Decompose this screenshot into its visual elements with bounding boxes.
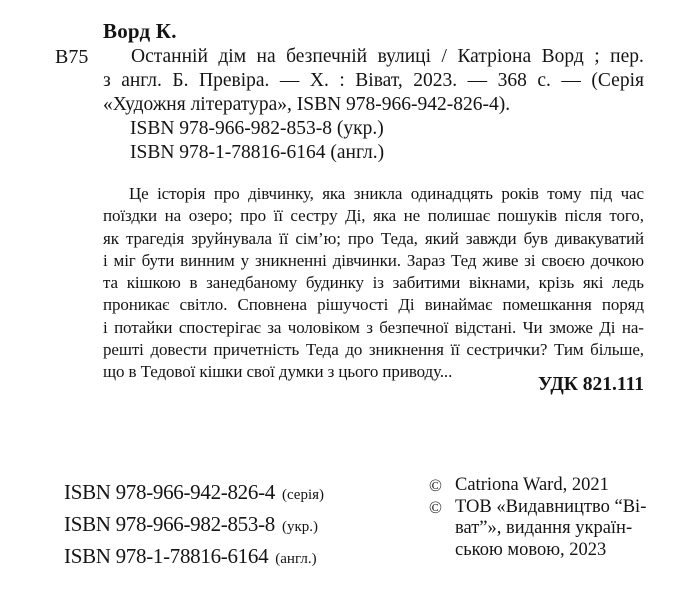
- copyright-text: Catriona Ward, 2021: [455, 475, 609, 495]
- annotation-line: решті довести причетність Теда до зникнення її сестрички? Тим більше,: [103, 339, 644, 359]
- annotation-line: і потайки спостерігає за чоловіком з безпечної відстані. Чи зможе Ді на-: [103, 317, 644, 337]
- annotation-line: Це історія про дівчинку, яка зникла одинадцять років тому під час: [129, 184, 644, 203]
- copyright-text: ТОВ «Видавництво “Ві- ват”», видання україн- ською мовою, 2023: [455, 496, 647, 560]
- copyright-symbol: ©: [429, 476, 442, 495]
- udc-number: УДК 821.111: [538, 374, 644, 395]
- annotation-line: що в Тедової кішки свої думки з цього приводу...: [103, 362, 453, 381]
- annotation-line: та кішкою в занедбаному будинку із забитими вікнами, крізь які ледь: [103, 273, 644, 292]
- copyright-symbol: ©: [429, 497, 442, 517]
- isbn-code: ISBN 978-966-942-826-4: [64, 480, 275, 504]
- footer-isbn-row: [64, 478, 324, 510]
- isbn-line: ISBN 978-1-78816-6164 (англ.): [130, 142, 385, 163]
- bibliographic-entry: [103, 45, 644, 117]
- biblio-line: Останній дім на безпечній вулиці / Катріона Ворд ; пер.: [131, 46, 644, 67]
- annotation-line: поїздки на озеро; про її сестру Ді, яка не полишає пошуків після того,: [103, 206, 644, 226]
- biblio-line: з англ. Б. Превіра. — Х. : Віват, 2023. — 368 с. — (Серія: [103, 70, 644, 91]
- footer-isbn-row: [64, 510, 324, 542]
- copyright-block: [429, 475, 664, 561]
- cutter-code: В75: [55, 46, 89, 68]
- isbn-note: (укр.): [281, 519, 318, 535]
- biblio-line: «Художня література», ISBN 978-966-942-826-4).: [103, 94, 511, 115]
- copyright-entry: [429, 475, 664, 497]
- isbn-code: ISBN 978-966-982-853-8: [64, 512, 275, 536]
- isbn-code: ISBN 978-1-78816-6164: [64, 544, 269, 568]
- isbn-note: (англ.): [275, 551, 317, 567]
- isbn-top-block: [130, 117, 384, 165]
- annotation-paragraph: [103, 183, 644, 383]
- footer-isbn-list: [64, 478, 324, 574]
- isbn-line: ISBN 978-966-982-853-8 (укр.): [130, 118, 384, 139]
- annotation-line: і міг бути винним у зникненні дівчинки. Зараз Тед живе зі своєю дочкою: [103, 250, 644, 270]
- footer-isbn-row: [64, 542, 324, 574]
- author-heading: Ворд К.: [103, 19, 177, 43]
- annotation-line: проникає світло. Сповнена рішучості Ді винаймає помешкання поряд: [103, 295, 644, 315]
- isbn-note: (серія): [281, 487, 325, 503]
- annotation-line: як трагедія зруйнувала її сім’ю; про Теда, який завжди був дивакуватий: [103, 228, 644, 248]
- copyright-entry: [429, 497, 664, 562]
